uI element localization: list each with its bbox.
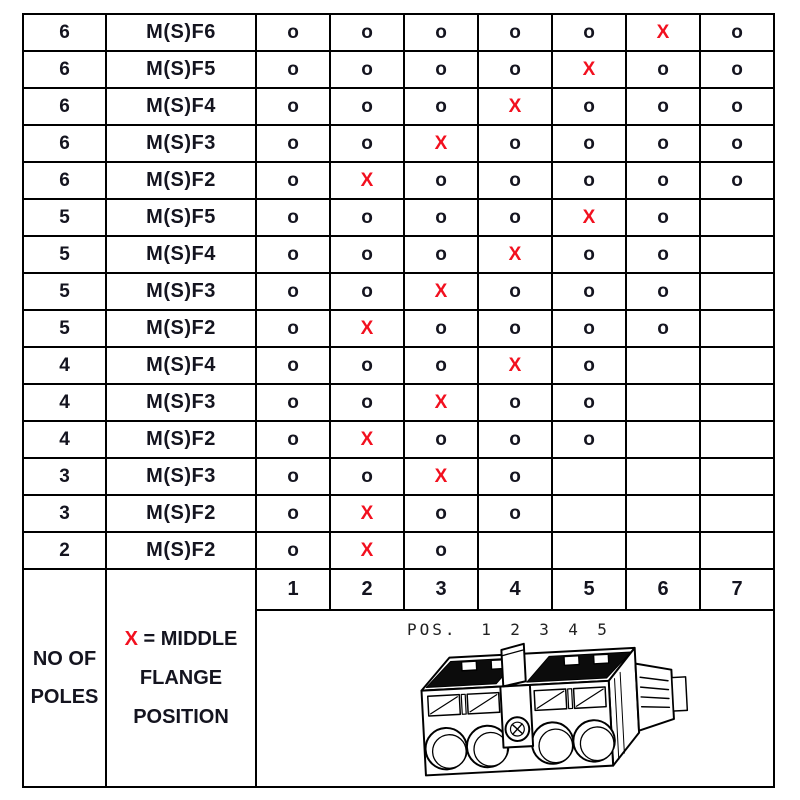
position-cell-7 (700, 495, 774, 532)
position-cell-4: X (478, 347, 552, 384)
code-cell: M(S)F3 (106, 273, 256, 310)
pos-number-1: 1 (481, 620, 491, 639)
legend-x-mark: X (124, 627, 138, 650)
position-cell-5: o (552, 310, 626, 347)
code-cell: M(S)F2 (106, 162, 256, 199)
position-cell-5: o (552, 14, 626, 51)
position-header-7: 7 (700, 569, 774, 610)
position-cell-2: o (330, 384, 404, 421)
position-cell-2: X (330, 532, 404, 569)
position-cell-7 (700, 310, 774, 347)
code-cell: M(S)F4 (106, 347, 256, 384)
pole-count-cell: 6 (23, 88, 106, 125)
position-cell-2: o (330, 273, 404, 310)
position-cell-6: o (626, 88, 700, 125)
position-cell-4: o (478, 125, 552, 162)
position-cell-1: o (256, 310, 330, 347)
pos-number-5: 5 (597, 620, 607, 639)
position-cell-3: X (404, 458, 478, 495)
position-cell-4: o (478, 495, 552, 532)
position-cell-7: o (700, 125, 774, 162)
table-row (23, 310, 774, 347)
position-cell-4: o (478, 199, 552, 236)
datasheet-table-container (22, 13, 775, 788)
position-cell-6 (626, 347, 700, 384)
legend-cell (106, 569, 256, 787)
pole-count-cell: 6 (23, 125, 106, 162)
position-cell-6: o (626, 236, 700, 273)
pole-count-cell: 4 (23, 384, 106, 421)
position-cell-2: o (330, 125, 404, 162)
table-row (23, 532, 774, 569)
table-row (23, 384, 774, 421)
position-cell-2: X (330, 495, 404, 532)
legend-equals-middle: = MIDDLE (143, 627, 238, 650)
pos-number-2: 2 (510, 620, 520, 639)
position-cell-3: X (404, 384, 478, 421)
position-cell-1: o (256, 495, 330, 532)
position-cell-3: o (404, 199, 478, 236)
position-cell-3: X (404, 273, 478, 310)
position-cell-2: X (330, 421, 404, 458)
pos-label: POS. (407, 620, 458, 639)
illustration-cell (256, 610, 774, 787)
position-cell-1: o (256, 532, 330, 569)
code-cell: M(S)F3 (106, 125, 256, 162)
position-cell-6: o (626, 199, 700, 236)
position-header-4: 4 (478, 569, 552, 610)
position-cell-4: o (478, 458, 552, 495)
position-cell-7: o (700, 51, 774, 88)
legend-line1 (107, 620, 255, 659)
position-cell-7 (700, 384, 774, 421)
table-row (23, 162, 774, 199)
position-cell-5: o (552, 347, 626, 384)
position-cell-3: o (404, 88, 478, 125)
position-cell-4: X (478, 236, 552, 273)
position-cell-3: o (404, 421, 478, 458)
position-cell-6 (626, 421, 700, 458)
position-cell-4: o (478, 273, 552, 310)
pole-count-cell: 6 (23, 162, 106, 199)
table-row (23, 458, 774, 495)
position-cell-1: o (256, 199, 330, 236)
pole-count-cell: 5 (23, 199, 106, 236)
pole-count-cell: 4 (23, 347, 106, 384)
code-cell: M(S)F3 (106, 384, 256, 421)
position-cell-4: o (478, 14, 552, 51)
position-cell-6 (626, 384, 700, 421)
position-cell-5: o (552, 88, 626, 125)
position-cell-2: X (330, 310, 404, 347)
position-cell-6: X (626, 14, 700, 51)
position-cell-6: o (626, 162, 700, 199)
code-cell: M(S)F3 (106, 458, 256, 495)
position-cell-3: o (404, 51, 478, 88)
pole-count-cell: 6 (23, 51, 106, 88)
position-cell-7 (700, 236, 774, 273)
position-cell-6: o (626, 125, 700, 162)
position-cell-7 (700, 347, 774, 384)
code-cell: M(S)F2 (106, 421, 256, 458)
position-cell-6: o (626, 310, 700, 347)
table-row (23, 421, 774, 458)
table-row (23, 14, 774, 51)
pole-count-cell: 5 (23, 310, 106, 347)
position-cell-2: o (330, 236, 404, 273)
position-cell-4: o (478, 384, 552, 421)
table-row (23, 125, 774, 162)
code-cell: M(S)F5 (106, 51, 256, 88)
position-cell-5: o (552, 421, 626, 458)
position-cell-5: o (552, 273, 626, 310)
pole-count-cell: 3 (23, 495, 106, 532)
position-cell-2: o (330, 14, 404, 51)
position-cell-7: o (700, 162, 774, 199)
legend-line2: FLANGE (139, 666, 223, 689)
pole-count-cell: 3 (23, 458, 106, 495)
position-cell-7: o (700, 14, 774, 51)
position-cell-7 (700, 273, 774, 310)
position-header-6: 6 (626, 569, 700, 610)
position-header-2: 2 (330, 569, 404, 610)
position-cell-7 (700, 532, 774, 569)
position-header-5: 5 (552, 569, 626, 610)
position-cell-1: o (256, 125, 330, 162)
position-cell-5: o (552, 125, 626, 162)
position-cell-2: o (330, 51, 404, 88)
table-row (23, 495, 774, 532)
position-cell-3: o (404, 347, 478, 384)
pole-count-cell: 4 (23, 421, 106, 458)
position-cell-1: o (256, 458, 330, 495)
position-cell-2: X (330, 162, 404, 199)
position-cell-7 (700, 199, 774, 236)
position-cell-2: o (330, 199, 404, 236)
position-cell-3: X (404, 125, 478, 162)
code-cell: M(S)F2 (106, 495, 256, 532)
legend-line3: POSITION (133, 705, 229, 728)
pole-count-cell: 5 (23, 273, 106, 310)
flange-position-table (22, 13, 775, 788)
position-cell-3: o (404, 532, 478, 569)
position-cell-5: o (552, 384, 626, 421)
pole-count-cell: 2 (23, 532, 106, 569)
position-cell-6 (626, 458, 700, 495)
position-header-1: 1 (256, 569, 330, 610)
position-cell-5: o (552, 236, 626, 273)
position-cell-1: o (256, 236, 330, 273)
position-cell-3: o (404, 236, 478, 273)
position-cell-4: o (478, 310, 552, 347)
position-cell-7 (700, 458, 774, 495)
table-row (23, 273, 774, 310)
pole-count-cell: 6 (23, 14, 106, 51)
table-footer (23, 569, 774, 787)
position-cell-6 (626, 532, 700, 569)
terminal-block-illustration (413, 638, 709, 787)
position-cell-4: X (478, 88, 552, 125)
position-cell-5 (552, 458, 626, 495)
position-cell-7 (700, 421, 774, 458)
table-row (23, 51, 774, 88)
position-cell-7: o (700, 88, 774, 125)
position-cell-1: o (256, 421, 330, 458)
position-cell-4: o (478, 51, 552, 88)
pole-count-cell: 5 (23, 236, 106, 273)
position-cell-5 (552, 532, 626, 569)
position-cell-2: o (330, 88, 404, 125)
table-row (23, 199, 774, 236)
position-cell-1: o (256, 273, 330, 310)
table-row (23, 88, 774, 125)
table-row (23, 236, 774, 273)
pos-number-4: 4 (568, 620, 578, 639)
table-row (23, 347, 774, 384)
table-body (23, 14, 774, 569)
code-cell: M(S)F4 (106, 236, 256, 273)
no-of-poles-label: NO OF POLES (23, 569, 106, 787)
position-cell-2: o (330, 347, 404, 384)
position-cell-3: o (404, 14, 478, 51)
position-cell-5: X (552, 199, 626, 236)
position-cell-6 (626, 495, 700, 532)
position-cell-5: o (552, 162, 626, 199)
pos-caption (407, 620, 617, 639)
position-cell-1: o (256, 384, 330, 421)
code-cell: M(S)F6 (106, 14, 256, 51)
position-header-row (23, 569, 774, 610)
position-cell-3: o (404, 495, 478, 532)
code-cell: M(S)F5 (106, 199, 256, 236)
code-cell: M(S)F2 (106, 310, 256, 347)
pos-number-3: 3 (539, 620, 549, 639)
code-cell: M(S)F2 (106, 532, 256, 569)
position-cell-1: o (256, 88, 330, 125)
position-cell-3: o (404, 310, 478, 347)
position-cell-1: o (256, 51, 330, 88)
position-header-3: 3 (404, 569, 478, 610)
position-cell-5: X (552, 51, 626, 88)
position-cell-1: o (256, 162, 330, 199)
position-cell-5 (552, 495, 626, 532)
code-cell: M(S)F4 (106, 88, 256, 125)
position-cell-1: o (256, 14, 330, 51)
position-cell-4: o (478, 162, 552, 199)
position-cell-6: o (626, 51, 700, 88)
position-cell-2: o (330, 458, 404, 495)
position-cell-1: o (256, 347, 330, 384)
position-cell-4 (478, 532, 552, 569)
position-cell-6: o (626, 273, 700, 310)
position-cell-3: o (404, 162, 478, 199)
position-cell-4: o (478, 421, 552, 458)
